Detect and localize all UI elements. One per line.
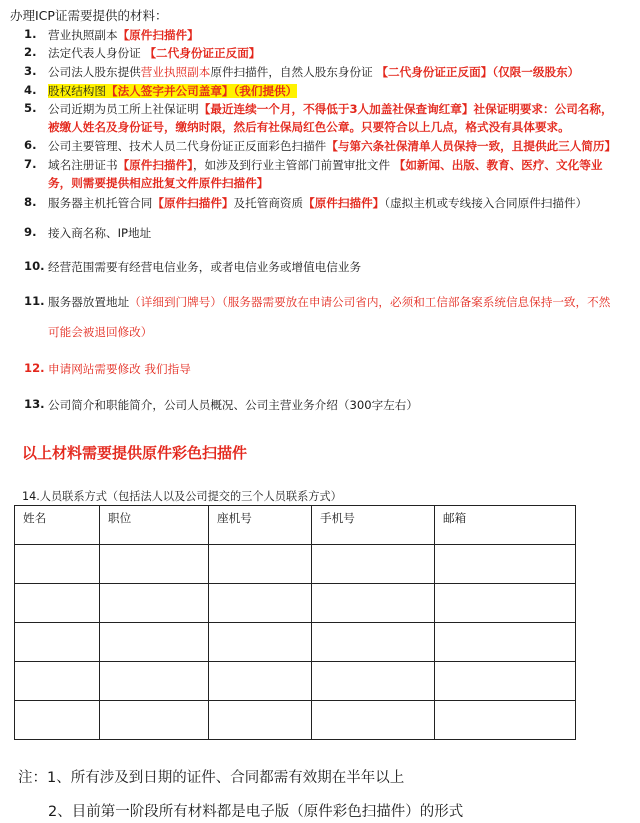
item-text-part: 【二代身份证正反面】（仅限一级股东） (376, 65, 580, 79)
item-text (48, 45, 260, 61)
item-text-part: 【原件扫描件】 (117, 158, 193, 172)
item-text (48, 294, 610, 310)
table-header-row (15, 506, 576, 545)
item-text-part: 【最近连续一个月，不得低于3人加盖社保查询红章】社保证明要求：公司名称， (198, 102, 613, 116)
table-row (15, 701, 576, 740)
item-text-part: 股权结构图 (48, 84, 106, 98)
item-number: 5. (24, 101, 37, 115)
header-mobile: 手机号 (312, 506, 435, 545)
item-text-part: 及托管商资质 (233, 196, 304, 210)
item-text-part: 原件扫描件，自然人股东身份证 (210, 65, 377, 79)
item-text (48, 157, 602, 173)
item-text (48, 27, 199, 43)
header-name: 姓名 (15, 506, 100, 545)
item-text-part: 服务器主机托管合同 (48, 196, 153, 210)
item-text-part: 【与第六条社保清单人员保持一致，且提供此三人简历】 (326, 139, 617, 153)
item-text (48, 175, 268, 191)
item-text-part: （虚拟主机或专线接入合同原件扫描件） (384, 196, 588, 210)
item-text (48, 138, 616, 154)
scan-requirement-note: 以上材料需要提供原件彩色扫描件 (22, 444, 248, 462)
item-number: 10. (24, 259, 45, 273)
footnote-2: 2、目前第一阶段所有材料都是电子版（原件彩色扫描件）的形式 (48, 804, 464, 820)
item-text-part: 法定代表人身份证 (48, 46, 145, 60)
item-text-part: 【原件扫描件】 (152, 196, 234, 210)
item-text (48, 225, 151, 241)
item-number: 1. (24, 27, 37, 41)
item-text (48, 195, 587, 211)
item-number: 8. (24, 195, 37, 209)
item-number: 12. (24, 361, 45, 375)
item-text (48, 83, 297, 99)
contact-table-title: 14.人员联系方式（包括法人以及公司提交的三个人员联系方式） (22, 490, 342, 503)
item-text (48, 259, 361, 275)
item-number: 7. (24, 157, 37, 171)
table-row (15, 623, 576, 662)
item-number: 3. (24, 64, 37, 78)
header-email: 邮箱 (435, 506, 576, 545)
page-title: 办理ICP证需要提供的材料： (10, 8, 168, 23)
item-text (48, 397, 418, 413)
header-position: 职位 (100, 506, 209, 545)
item-text-part: （详细到门牌号）（服务器需要放在申请公司省内，必须和工信部备案系统信息保持一致，不然 (129, 295, 611, 309)
item-text (48, 361, 191, 377)
table-row (15, 584, 576, 623)
item-number: 11. (24, 294, 45, 308)
item-text (48, 64, 579, 80)
item-text-part: 公司主要管理、技术人员二代身份证正反面彩色扫描件 (48, 139, 327, 153)
item-text-part: 【如新闻、出版、教育、医疗、文化等业 (393, 158, 603, 172)
item-text-part: 公司法人股东提供 (48, 65, 141, 79)
item-text-part: 经营范围需要有经营电信业务，或者电信业务或增值电信业务 (48, 260, 362, 274)
item-text-part: 务，则需要提供相应批复文件原件扫描件】 (48, 176, 269, 190)
table-row (15, 545, 576, 584)
item-number: 9. (24, 225, 37, 239)
item-text (48, 324, 152, 340)
item-text-part: 服务器放置地址 (48, 295, 130, 309)
item-text-part: 域名注册证书 (48, 158, 118, 172)
item-number: 6. (24, 138, 37, 152)
item-text-part: 被缴人姓名及身份证号，缴纳时限，然后有社保局红色公章。只要符合以上几点，格式没有具体要求。 (48, 120, 570, 134)
item-number: 2. (24, 45, 37, 59)
item-text-part: 公司简介和职能简介，公司人员概况、公司主营业务介绍（300字左右） (48, 398, 418, 412)
contact-table (14, 505, 576, 740)
item-text-part: 营业执照副本 (140, 65, 211, 79)
item-text-part: ，如涉及到行业主管部门前置审批文件 (192, 158, 394, 172)
header-landline: 座机号 (209, 506, 312, 545)
table-row (15, 662, 576, 701)
item-text-part: 营业执照副本 (48, 28, 118, 42)
item-text-part: 【原件扫描件】 (303, 196, 385, 210)
item-number: 13. (24, 397, 45, 411)
item-text (48, 101, 613, 117)
item-text-part: 公司近期为员工所上社保证明 (48, 102, 199, 116)
item-number: 4. (24, 83, 37, 97)
item-text-part: 可能会被退回修改） (48, 325, 153, 339)
item-text-part: 【二代身份证正反面】 (144, 46, 261, 60)
item-text-part: 申请网站需要修改 我们指导 (48, 362, 191, 376)
item-text-part: 【法人签字并公司盖章】（我们提供） (105, 84, 298, 98)
item-text-part: 【原件扫描件】 (117, 28, 199, 42)
footnote-1: 注：1、所有涉及到日期的证件、合同都需有效期在半年以上 (18, 770, 405, 786)
item-text-part: 接入商名称、IP地址 (48, 226, 152, 240)
item-text (48, 119, 570, 135)
